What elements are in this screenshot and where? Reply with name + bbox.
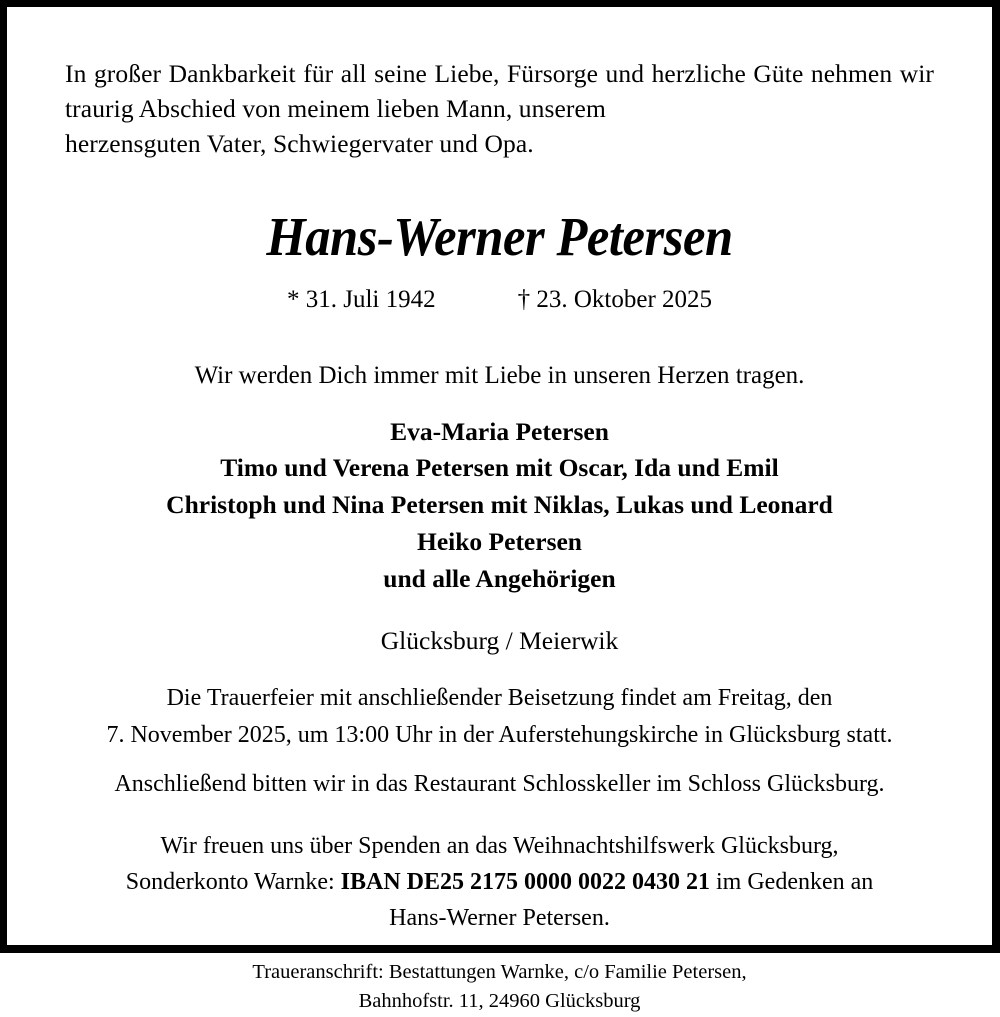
place-line: Glücksburg / Meierwik — [380, 626, 619, 656]
reception-line: Anschließend bitten wir in das Restaurant Schlosskeller im Schloss Glücksburg. — [114, 771, 885, 798]
mourner-line: Timo und Verena Petersen mit Oscar, Ida und Emil — [220, 453, 779, 483]
donation-line-3: Hans-Werner Petersen. — [389, 904, 610, 931]
donation-account-suffix: im Gedenken an — [710, 868, 874, 895]
donation-details — [65, 828, 934, 936]
ceremony-line-2: 7. November 2025, um 13:00 Uhr in der Auferstehungskirche in Glücksburg statt. — [106, 721, 893, 748]
donation-account-prefix: Sonderkonto Warnke: — [125, 868, 341, 895]
intro-paragraph-continued: herzensguten Vater, Schwiegervater und Opa. — [65, 128, 534, 158]
address-line-1: Traueranschrift: Bestattungen Warnke, c/o Familie Petersen, — [252, 960, 747, 983]
donation-line-2 — [65, 864, 934, 900]
mourner-line: und alle Angehörigen — [383, 564, 616, 594]
address-line-2: Bahnhofstr. 11, 24960 Glücksburg — [358, 990, 641, 1013]
ceremony-line-1: Die Trauerfeier mit anschließender Beisetzung findet am Freitag, den — [166, 685, 833, 712]
donation-iban: IBAN DE25 2175 0000 0022 0430 21 — [340, 868, 710, 895]
deceased-name-block — [65, 205, 934, 267]
mourner-line: Christoph und Nina Petersen mit Niklas, Lukas und Leonard — [166, 490, 833, 520]
mourner-line: Eva-Maria Petersen — [390, 416, 609, 446]
mourner-line: Heiko Petersen — [417, 527, 582, 557]
life-dates — [65, 286, 934, 314]
intro-paragraph: In großer Dankbarkeit für all seine Liebe, Fürsorge und herzliche Güte nehmen wir traurig Abschied von meinem lieben Mann, unserem — [65, 59, 934, 123]
death-date: † 23. Oktober 2025 — [517, 285, 713, 313]
ceremony-details — [65, 680, 934, 753]
obituary-notice — [7, 7, 992, 1013]
memorial-message: Wir werden Dich immer mit Liebe in unseren Herzen tragen. — [194, 361, 805, 389]
mourners-list — [65, 414, 934, 599]
mourning-address — [65, 958, 934, 1017]
donation-line-1: Wir freuen uns über Spenden an das Weihnachtshilfswerk Glücksburg, — [160, 832, 839, 859]
birth-date: * 31. Juli 1942 — [286, 285, 436, 313]
deceased-name: Hans-Werner Petersen — [266, 205, 733, 267]
